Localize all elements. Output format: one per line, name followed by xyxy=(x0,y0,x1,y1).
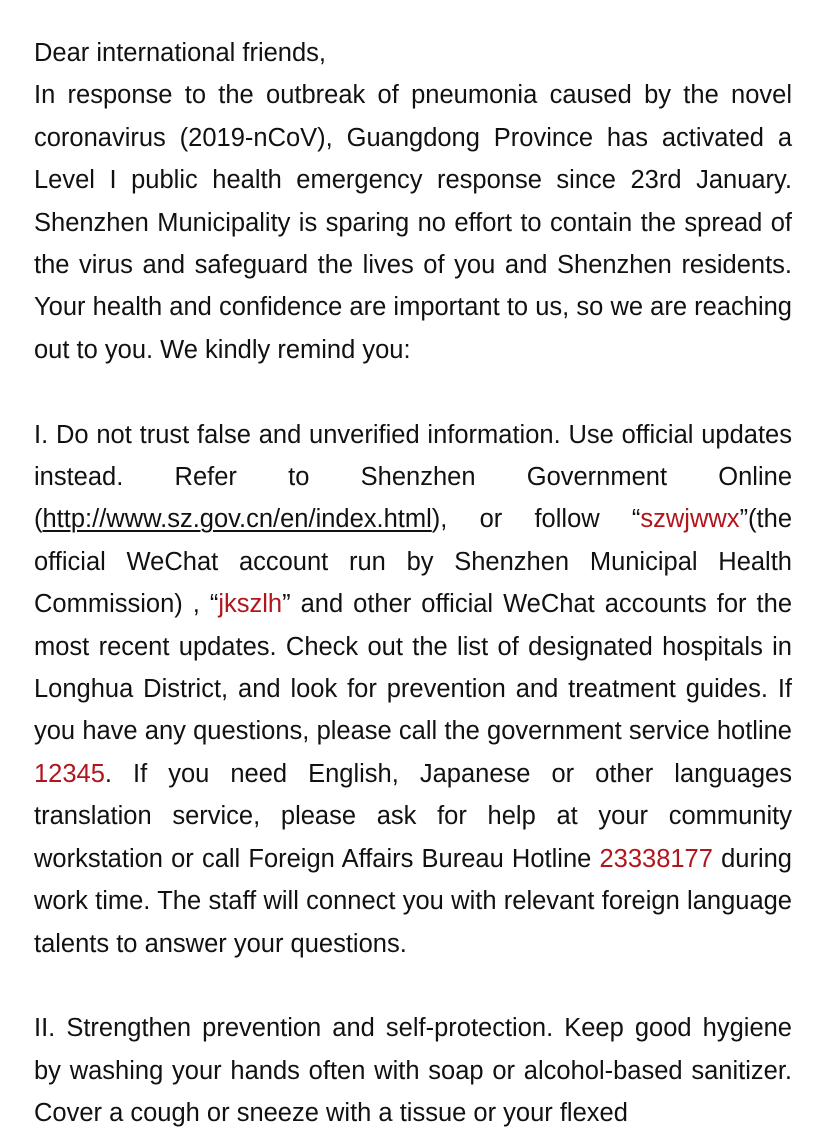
paragraph-spacer xyxy=(34,371,792,413)
foreign-affairs-hotline-number: 23338177 xyxy=(599,844,713,873)
wechat-account-jkszlh: jkszlh xyxy=(218,590,283,619)
government-hotline-number: 12345 xyxy=(34,759,105,788)
section-1-text-part4: ” and other official WeChat accounts for the most recent updates. Check out the list of designated hospitals in Longhua District, and look for prevention and treatment guides. If you have any questions, please call the government service hotline xyxy=(34,590,792,746)
section-1-text-part5: . If you need English, Japanese or other languages translation service, please ask for help at your community workstation or call Foreign Affairs Bureau Hotline xyxy=(34,759,792,873)
intro-paragraph: In response to the outbreak of pneumonia caused by the novel coronavirus (2019-nCoV), Guangdong Province has activated a Level I public health emergency response since 23rd January. Shenzhen Municipality is sparing no effort to contain the spread of the virus and safeguard the lives of you and Shenzhen residents. Your health and confidence are important to us, so we are reaching out to you. We kindly remind you: xyxy=(34,81,792,364)
government-website-link[interactable]: http://www.sz.gov.cn/en/index.html xyxy=(42,505,432,534)
section-2-paragraph: II. Strengthen prevention and self-protection. Keep good hygiene by washing your hands often with soap or alcohol-based sanitizer. Cover a cough or sneeze with a tissue or your flexed xyxy=(34,1014,792,1128)
paragraph-spacer xyxy=(34,965,792,1007)
greeting-line: Dear international friends, xyxy=(34,39,326,67)
section-1-text-part3: ”(the official WeChat account run by Shenzhen Municipal Health Commission) , “ xyxy=(34,505,792,619)
section-1-text-part6: during work time. The staff will connect you with relevant foreign language talents to answer your questions. xyxy=(34,844,792,958)
wechat-account-szwjwwx: szwjwwx xyxy=(640,505,740,534)
section-1-paragraph xyxy=(34,414,792,965)
section-1-text-part2: ), or follow “ xyxy=(431,505,641,534)
section-1-text-part1: I. Do not trust false and unverified information. Use official updates instead. Refer to Shenzhen Government Online ( xyxy=(34,420,792,534)
